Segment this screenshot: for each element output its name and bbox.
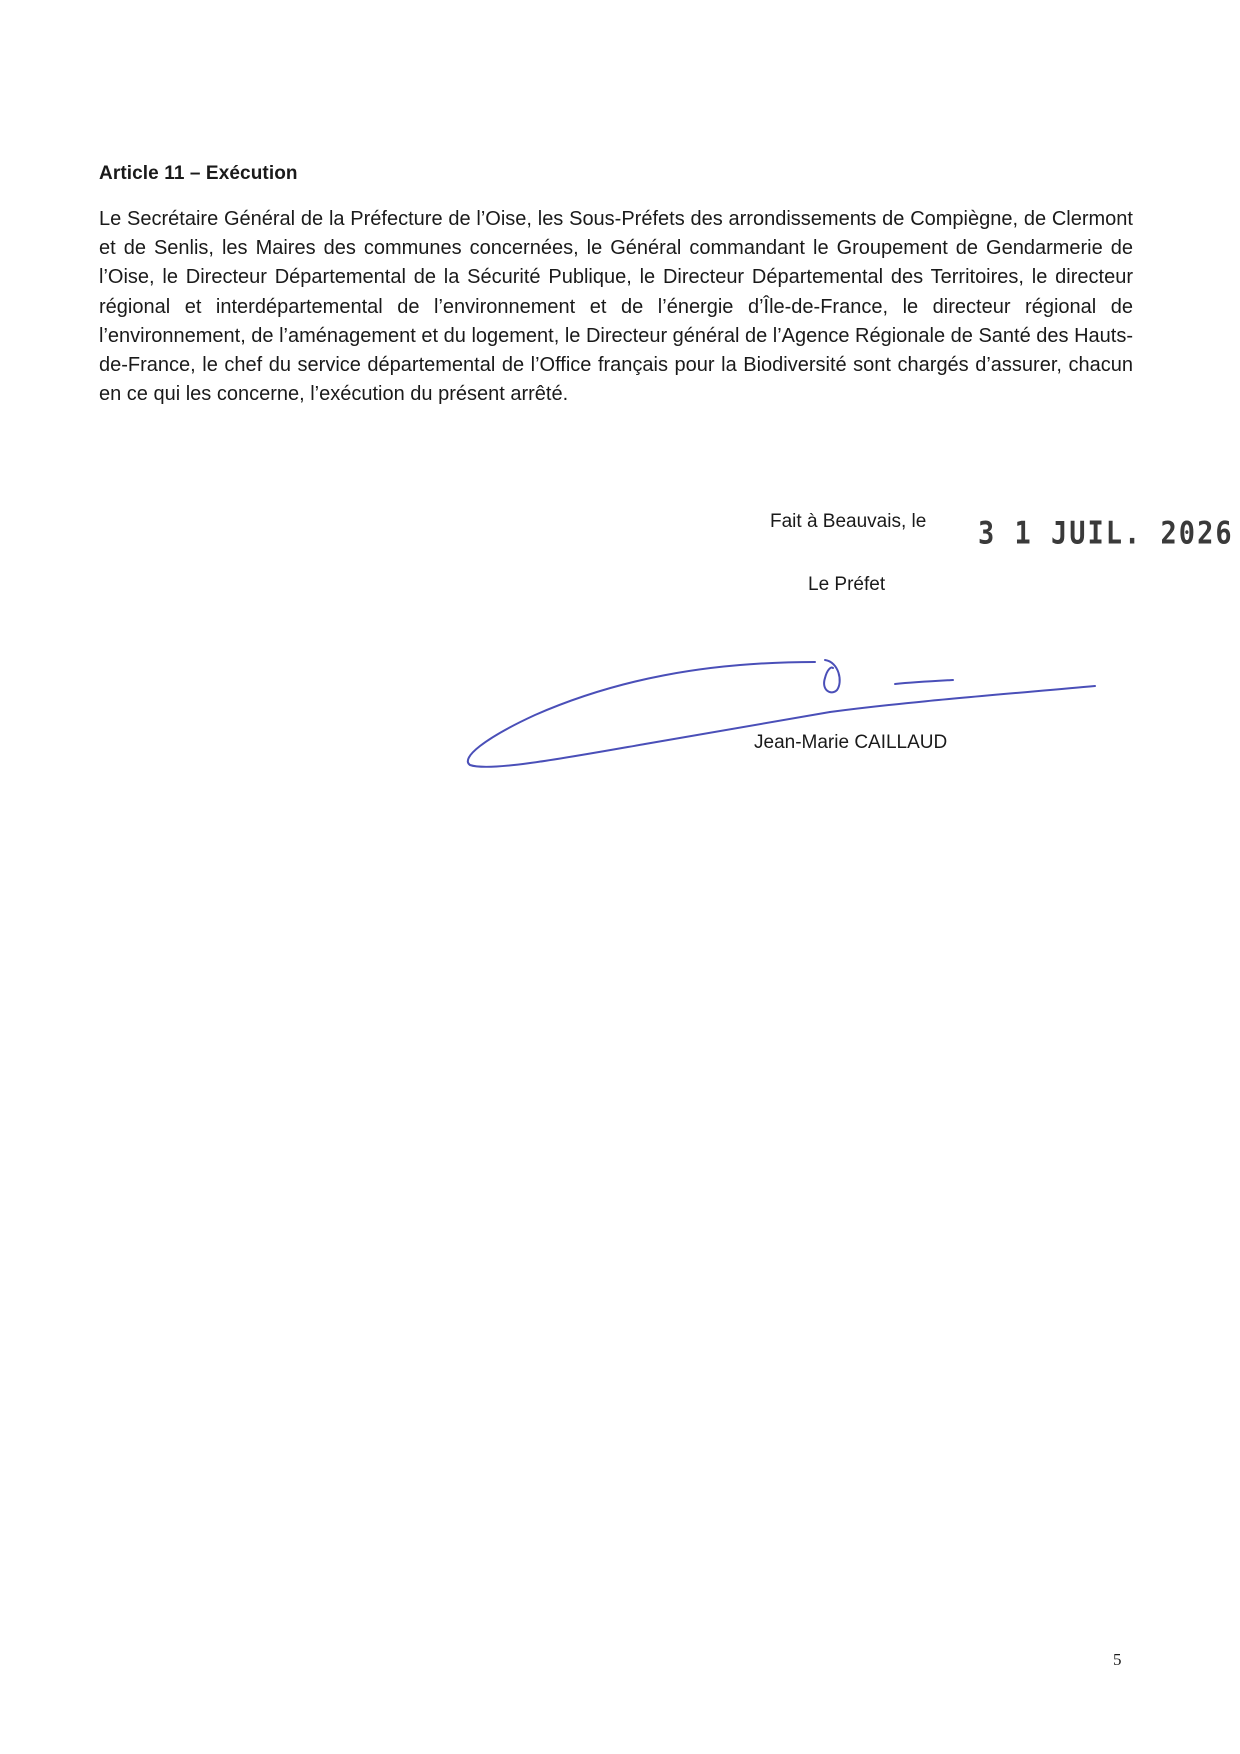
signatory-name: Jean-Marie CAILLAUD — [754, 732, 948, 753]
date-stamp: 3 1 JUIL. 2026 — [978, 516, 1234, 552]
handwritten-signature — [455, 640, 1115, 780]
place-line: Fait à Beauvais, le — [770, 511, 927, 532]
page-number: 5 — [1113, 1650, 1122, 1669]
signatory-role: Le Préfet — [808, 574, 886, 595]
article-title: Article 11 – Exécution — [99, 163, 298, 184]
article-body: Le Secrétaire Général de la Préfecture de l’Oise, les Sous-Préfets des arrondissements de Compiègne, de Clermont et de Senlis, les Maires des communes concernées, le Général commandant le Groupement de Gendarmerie de l’Oise, le Directeur Départemental de la Sécurité Publique, le Directeur Départemental des Territoires, le directeur régional et interdépartemental de l’environnement et de l’énergie d’Île-de-France, le directeur régional de l’environnement, de l’aménagement et du logement, le Directeur général de l’Agence Régionale de Santé des Hauts-de-France, le chef du service départemental de l’Office français pour la Biodiversité sont chargés d’assurer, chacun en ce qui les concerne, l’exécution du présent arrêté. — [99, 208, 1133, 406]
